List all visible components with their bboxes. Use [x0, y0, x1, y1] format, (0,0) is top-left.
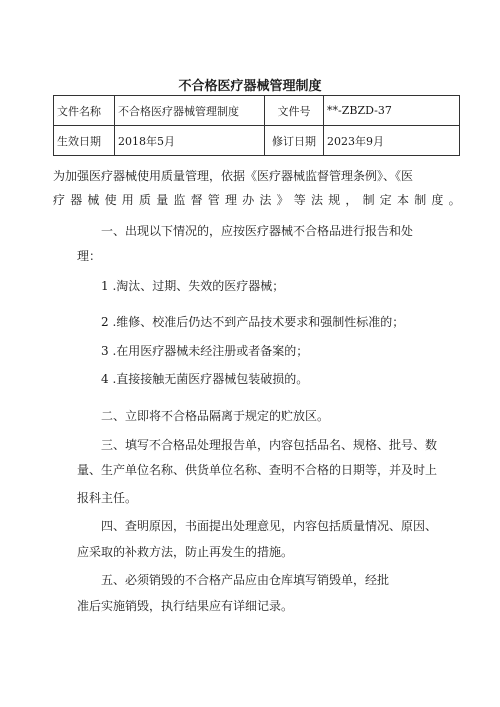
revised-date-value: 2023年9月	[324, 126, 460, 156]
section-5-line-2: 准后实施销毁，执行结果应有详细记录。	[77, 599, 294, 613]
section-2: 二、立即将不合格品隔离于规定的贮放区。	[101, 409, 330, 423]
effective-date-label: 生效日期	[54, 126, 115, 156]
section-3-line-1: 三、填写不合格品处理报告单，内容包括品名、规格、批号、数	[101, 438, 438, 452]
effective-date-value: 2018年5月	[115, 126, 265, 156]
table-row	[54, 126, 460, 156]
section-1-heading-line-2: 理：	[77, 249, 102, 263]
table-row	[54, 96, 460, 126]
file-name-label: 文件名称	[54, 96, 115, 126]
section-1-item-2: 2 .维修、校准后仍达不到产品技术要求和强制性标准的；	[101, 315, 405, 329]
section-5-line-1: 五、必须销毁的不合格产品应由仓库填写销毁单，经批	[101, 573, 390, 587]
document-title: 不合格医疗器械管理制度	[178, 79, 322, 94]
document-info-table	[53, 95, 460, 156]
section-4-line-1: 四、查明原因，书面提出处理意见，内容包括质量情况、原因、	[101, 519, 438, 533]
section-1-item-1: 1 .淘汰、过期、失效的医疗器械；	[101, 279, 285, 293]
file-name-value: 不合格医疗器械管理制度	[115, 96, 265, 126]
file-number-label: 文件号	[265, 96, 324, 126]
section-3-line-2: 量、生产单位名称、供货单位名称、查明不合格的日期等，并及时上	[77, 463, 438, 477]
revised-date-label: 修订日期	[265, 126, 324, 156]
section-1-item-3: 3 .在用医疗器械未经注册或者备案的；	[101, 344, 309, 358]
file-number-value: **-ZBZD-37	[324, 96, 460, 126]
section-3-line-3: 报科主任。	[77, 491, 138, 505]
intro-line-1: 为加强医疗器械使用质量管理，依据《医疗器械监督管理条例》、《医	[53, 169, 414, 183]
intro-line-2: 疗器械使用质量监督管理办法》等法规，制定本制度。	[53, 193, 466, 207]
section-1-item-4: 4 .直接接触无菌医疗器械包装破损的。	[101, 372, 309, 386]
section-4-line-2: 应采取的补救方法，防止再发生的措施。	[77, 545, 294, 559]
section-1-heading-line-1: 一、出现以下情况的，应按医疗器械不合格品进行报告和处	[101, 224, 414, 238]
